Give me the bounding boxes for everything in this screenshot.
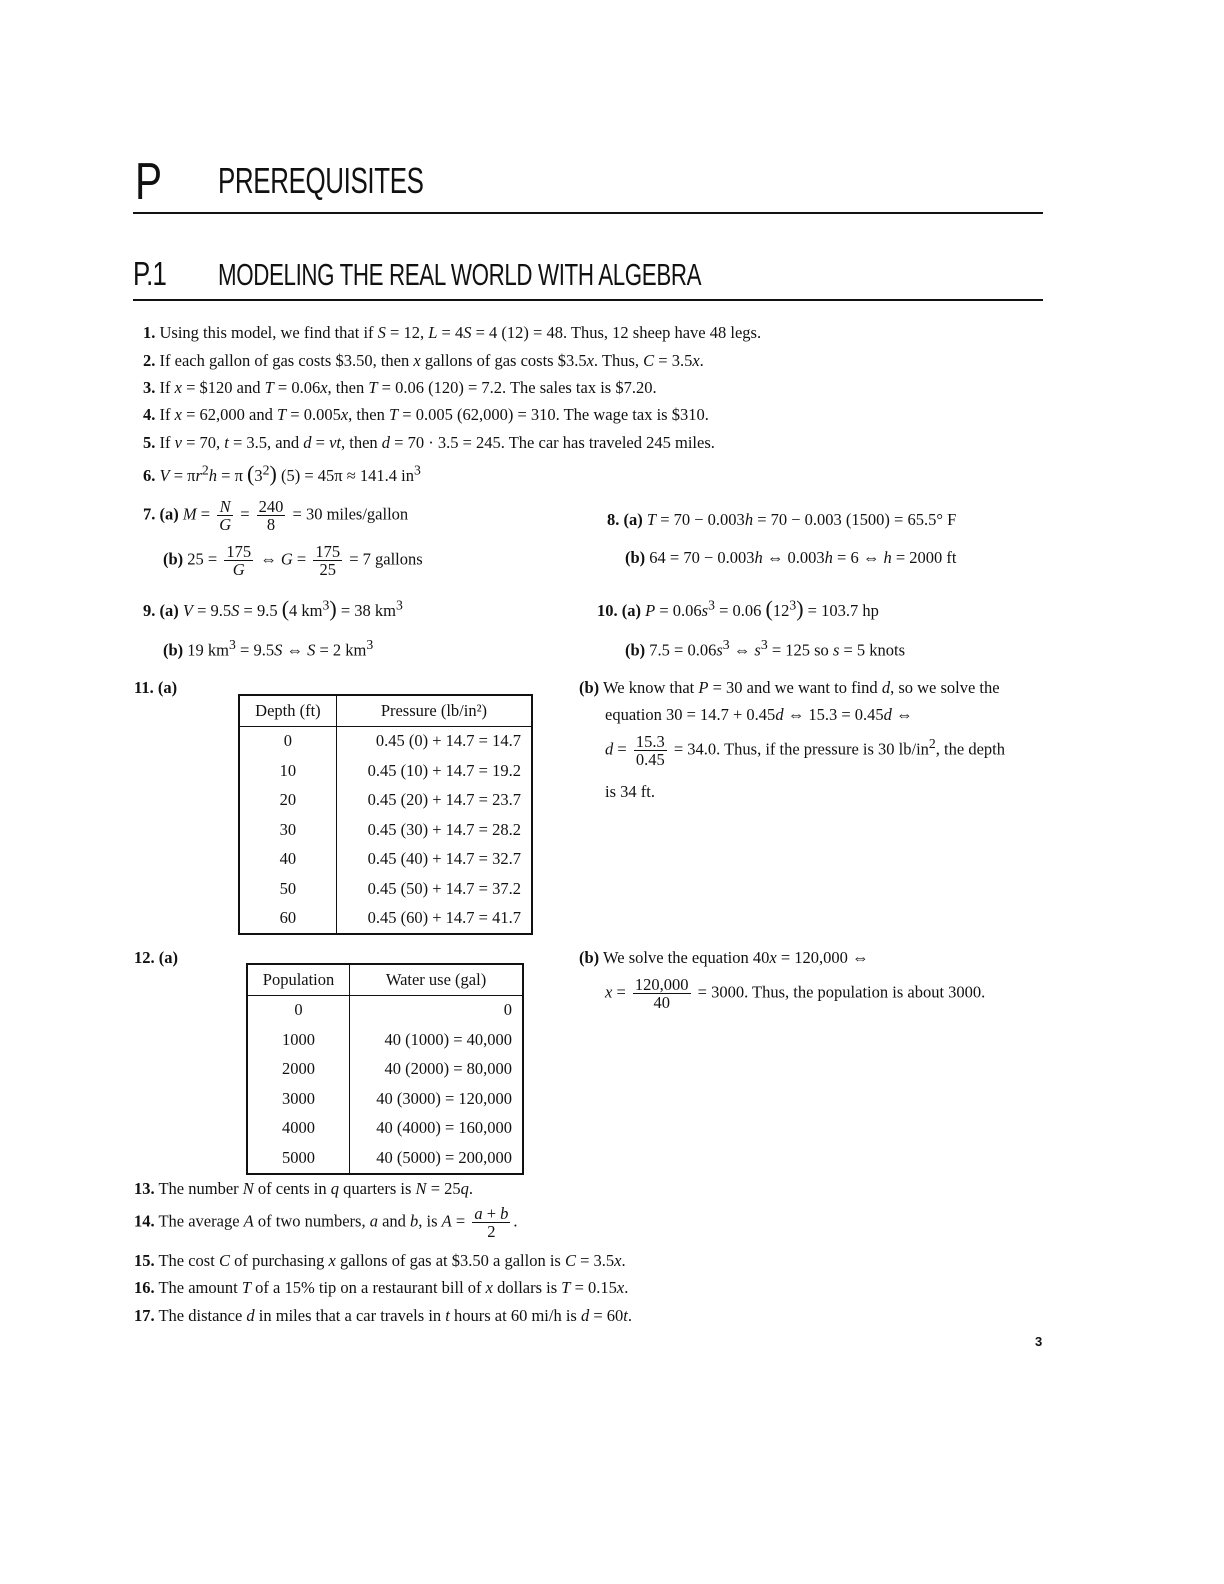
exercise-4: 4. If x = 62,000 and T = 0.005x, then T = 0.005 (62,000) = 310. The wage tax is $310.: [143, 405, 709, 424]
table-cell: 5000: [247, 1143, 350, 1174]
exercise-11b-line1: (b) We know that P = 30 and we want to find d, so we solve the: [579, 678, 1000, 697]
table-row: [239, 726, 532, 756]
table-row: [239, 756, 532, 786]
table-cell: 20: [239, 786, 336, 816]
exercise-6: 6. $V = \pi r^2h = \pi$ $(3^2) (5) = 45\pi \approx 141.4$ $in^3$: [143, 461, 421, 486]
column-header: Population: [247, 964, 350, 995]
table-row: [247, 1055, 523, 1085]
exercise-7a: 7. (a) M = $\frac{N}{G}$ = $\frac{240}{8}$ = 30 miles/gallon: [143, 497, 409, 535]
table-row: [239, 815, 532, 845]
exercise-16: 16. The amount T of a 15% tip on a restaurant bill of x dollars is T = 0.15x.: [134, 1278, 629, 1297]
table-row: [247, 1084, 523, 1114]
exercise-13: 13. The number N of cents in q quarters is N = 25q.: [134, 1179, 473, 1198]
table-cell: 0.45 (50) + 14.7 = 37.2: [336, 874, 532, 904]
exercise-9b: (b) 19 $km^3 = 9.5S$ ⇔ S = 2 $km^3$: [163, 637, 374, 660]
table-cell: 1000: [247, 1025, 350, 1055]
table-cell: 0.45 (60) + 14.7 = 41.7: [336, 904, 532, 935]
exercise-10a: 10. (a) $P = 0.06s^3 = 0.06$ $(12^3) = 103.7$ hp: [597, 596, 879, 621]
table-cell: 40 (4000) = 160,000: [350, 1114, 523, 1144]
exercise-14: 14. The average A of two numbers, a and b, is A = $\frac{a + b}{2}$ .: [134, 1204, 518, 1242]
table-row: [239, 845, 532, 875]
table-row: [247, 995, 523, 1025]
table-cell: 0.45 (20) + 14.7 = 23.7: [336, 786, 532, 816]
section-number: P.1: [133, 255, 166, 292]
table-header-row: [239, 695, 532, 726]
table-cell: 40 (5000) = 200,000: [350, 1143, 523, 1174]
exercise-12b-line2: x = $\frac{120,000}{40}$ = 3000. Thus, the population is about 3000.: [605, 975, 986, 1013]
section-rule: [133, 299, 1043, 301]
table-cell: 40 (2000) = 80,000: [350, 1055, 523, 1085]
exercise-9a: 9. (a) V = 9.5S = 9.5 (4 $km^3) = 38$ $km^3$: [143, 596, 403, 621]
exercise-1: 1. Using this model, we find that if S = 12, L = 4S = 4 (12) = 48. Thus, 12 sheep have 48 legs.: [143, 323, 762, 342]
table-header-row: [247, 964, 523, 995]
population-water-table: [246, 963, 524, 1175]
table-cell: 10: [239, 756, 336, 786]
table-cell: 3000: [247, 1084, 350, 1114]
chapter-rule: [133, 212, 1043, 214]
table-cell: 0.45 (10) + 14.7 = 19.2: [336, 756, 532, 786]
exercise-7b: (b) 25 = $\frac{175}{G}$ ⇔ G = $\frac{175}{25}$ = 7 gallons: [163, 542, 423, 580]
exercise-12a-label: 12. (a): [134, 948, 178, 967]
exercise-10b: (b) $7.5 = 0.06s^3$ ⇔ $s^3 = 125$ so s = 5 knots: [625, 637, 906, 660]
chapter-title: PREREQUISITES: [218, 160, 424, 201]
table-cell: 0.45 (40) + 14.7 = 32.7: [336, 845, 532, 875]
column-header: Water use (gal): [350, 964, 523, 995]
table-row: [239, 904, 532, 935]
table-cell: 30: [239, 815, 336, 845]
section-title: MODELING THE REAL WORLD WITH ALGEBRA: [218, 257, 702, 292]
exercise-11a-label: 11. (a): [134, 678, 178, 697]
table-cell: 0.45 (30) + 14.7 = 28.2: [336, 815, 532, 845]
table-cell: 60: [239, 904, 336, 935]
column-header: Pressure (lb/in²): [336, 695, 532, 726]
table-cell: 50: [239, 874, 336, 904]
exercise-8b: (b) 64 = 70 − 0.003h ⇔ 0.003h = 6 ⇔ h = 2000 ft: [625, 548, 957, 567]
exercise-12b-line1: (b) We solve the equation 40x = 120,000 ⇔: [579, 948, 869, 967]
exercise-11b-line4: is 34 ft.: [605, 782, 655, 801]
table-row: [239, 786, 532, 816]
exercise-17: 17. The distance d in miles that a car travels in t hours at 60 mi/h is d = 60t.: [134, 1306, 632, 1325]
table-cell: 40 (1000) = 40,000: [350, 1025, 523, 1055]
table-row: [247, 1114, 523, 1144]
table-cell: 0: [350, 995, 523, 1025]
exercise-2: 2. If each gallon of gas costs $3.50, then x gallons of gas costs $3.5x. Thus, C = 3.5x.: [143, 351, 704, 370]
exercise-5: 5. If v = 70, t = 3.5, and d = vt, then d = 70 · 3.5 = 245. The car has traveled 245 miles.: [143, 433, 715, 452]
table-cell: 0: [239, 726, 336, 756]
exercise-11b-line2: equation 30 = 14.7 + 0.45d ⇔ 15.3 = 0.45d ⇔: [605, 705, 913, 724]
chapter-letter: P: [135, 153, 162, 211]
column-header: Depth (ft): [239, 695, 336, 726]
table-cell: 40 (3000) = 120,000: [350, 1084, 523, 1114]
page-number: 3: [1035, 1334, 1043, 1349]
table-cell: 0.45 (0) + 14.7 = 14.7: [336, 726, 532, 756]
table-row: [247, 1025, 523, 1055]
table-cell: 0: [247, 995, 350, 1025]
exercise-15: 15. The cost C of purchasing x gallons of gas at $3.50 a gallon is C = 3.5x.: [134, 1251, 626, 1270]
table-row: [239, 874, 532, 904]
table-cell: 40: [239, 845, 336, 875]
table-row: [247, 1143, 523, 1174]
exercise-3: 3. If x = $120 and T = 0.06x, then T = 0.06 (120) = 7.2. The sales tax is $7.20.: [143, 378, 657, 397]
exercise-8a: 8. (a) T = 70 − 0.003h = 70 − 0.003 (1500) = 65.5° F: [607, 510, 957, 529]
exercise-11b-line3: d = $\frac{15.3}{0.45}$ = 34.0. Thus, if the pressure is 30 $lb/in^2$, the depth: [605, 732, 1005, 770]
table-cell: 2000: [247, 1055, 350, 1085]
depth-pressure-table: [238, 694, 533, 935]
table-cell: 4000: [247, 1114, 350, 1144]
